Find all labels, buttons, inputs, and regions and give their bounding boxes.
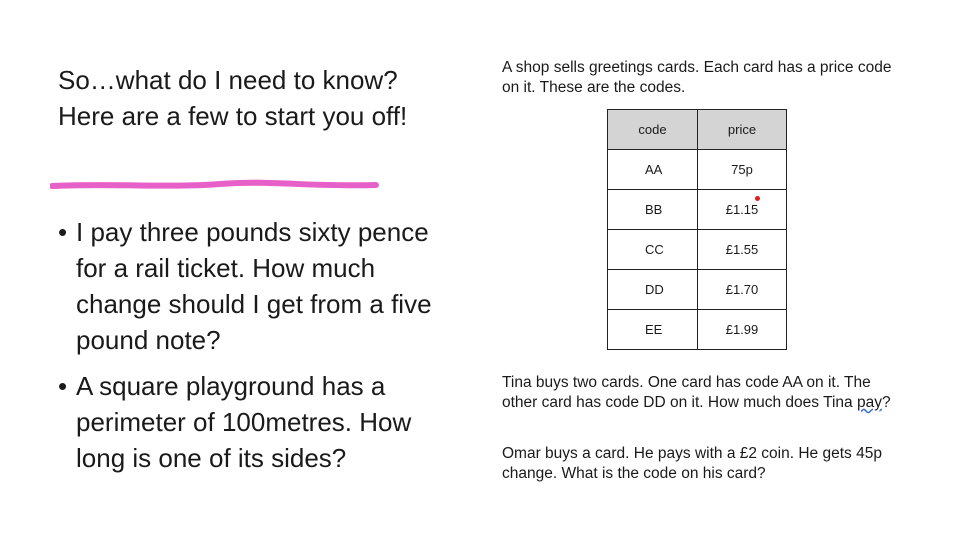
bullet-text-rail-ticket: I pay three pounds sixty pence for a rail ticket. How much change should I get from a five pound note? (76, 217, 432, 355)
cell-code: CC (608, 230, 698, 270)
pink-underline (50, 178, 380, 194)
price-code-table (607, 109, 787, 350)
cell-price: £1.55 (698, 230, 787, 270)
cell-price: £1.99 (698, 310, 787, 350)
bullet-icon: • (58, 217, 68, 247)
bullet-text-playground: A square playground has a perimeter of 100metres. How long is one of its sides? (76, 371, 412, 473)
cell-price: £1.15 (698, 190, 787, 230)
question-list (58, 214, 438, 486)
table-row (608, 310, 787, 350)
bullet-icon: • (58, 371, 68, 401)
list-item (58, 368, 438, 476)
cell-code: BB (608, 190, 698, 230)
worksheet-intro: A shop sells greetings cards. Each card has a price code on it. These are the codes. (502, 59, 892, 96)
red-dot-mark (755, 196, 760, 201)
cell-code: AA (608, 150, 698, 190)
table-row (608, 270, 787, 310)
worksheet-panel (502, 58, 902, 98)
question-omar: Omar buys a card. He pays with a £2 coin. He gets 45p change. What is the code on his card? (502, 445, 882, 482)
question-tina (502, 373, 897, 413)
table-row (608, 230, 787, 270)
table-row (608, 190, 787, 230)
table-header-code: code (608, 110, 698, 150)
cell-code: EE (608, 310, 698, 350)
cell-price: £1.70 (698, 270, 787, 310)
cell-code: DD (608, 270, 698, 310)
question-tina-text: Tina buys two cards. One card has code AA on it. The other card has code DD on it. How much does Tina (502, 374, 871, 411)
slide-title: So…what do I need to know? Here are a few to start you off! (58, 65, 408, 131)
cell-price: 75p (698, 150, 787, 190)
list-item (58, 214, 438, 358)
table-header-price: price (698, 110, 787, 150)
spellcheck-underlined-word: pay (856, 394, 882, 411)
question-tina-end: ? (881, 394, 891, 411)
table-row (608, 150, 787, 190)
